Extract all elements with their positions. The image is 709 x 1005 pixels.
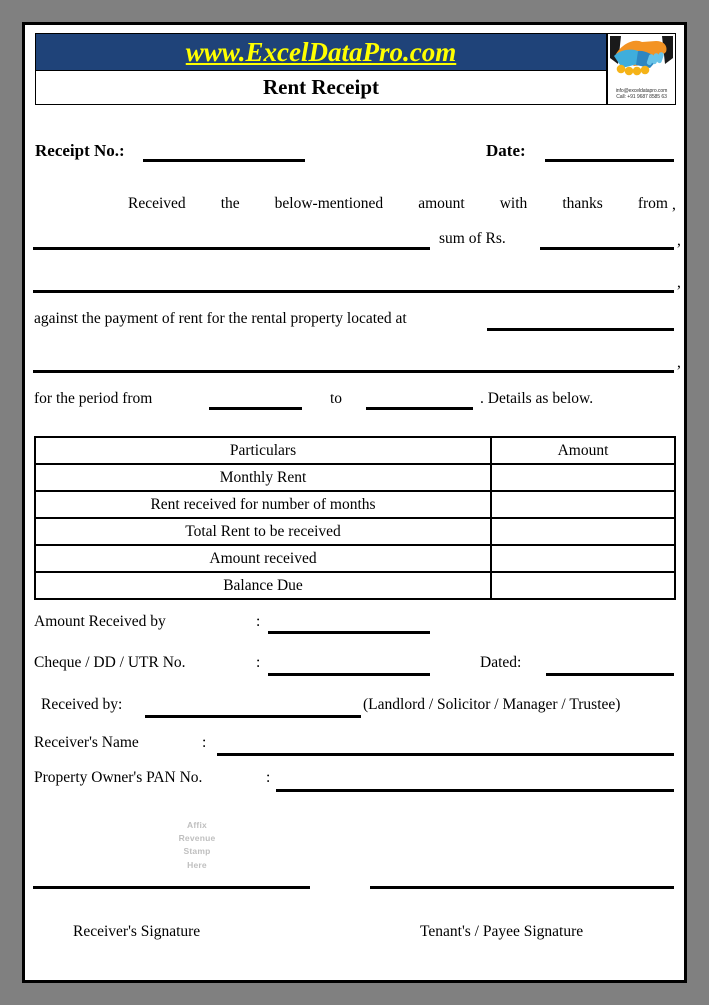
brand-banner	[35, 33, 607, 71]
period-to-label: to	[330, 390, 343, 407]
tenant-signature-label: Tenant's / Payee Signature	[420, 923, 584, 940]
body-line-1-trailing-comma: ,	[672, 196, 676, 213]
table-header-particulars: Particulars	[35, 437, 491, 464]
property-address-continued-rule[interactable]	[33, 370, 674, 373]
table-row	[35, 572, 675, 599]
body-word-thanks: thanks	[562, 195, 603, 212]
row-amount-total-rent[interactable]	[491, 518, 675, 545]
body-word-the: the	[220, 195, 240, 212]
date-label: Date:	[486, 141, 526, 160]
period-from-label: for the period from	[34, 390, 153, 407]
payer-name-input-rule[interactable]	[33, 247, 430, 250]
row-amount-monthly-rent[interactable]	[491, 464, 675, 491]
table-header-row	[35, 437, 675, 464]
details-as-below-text: . Details as below.	[480, 390, 594, 407]
pan-label: Property Owner's PAN No.	[34, 769, 203, 786]
tenant-signature-rule[interactable]	[370, 886, 674, 889]
receipt-no-label: Receipt No.:	[35, 141, 125, 160]
stamp-line-1: Affix	[187, 820, 207, 830]
particulars-table	[34, 436, 676, 600]
row-label-balance-due: Balance Due	[35, 572, 491, 599]
row-amount-amount-received[interactable]	[491, 545, 675, 572]
body-line-3-trailing-comma: ,	[677, 274, 681, 291]
cheque-label: Cheque / DD / UTR No.	[34, 654, 186, 671]
logo-email: info@exceldatapro.com	[615, 88, 668, 95]
row-label-monthly-rent: Monthly Rent	[35, 464, 491, 491]
document-header	[35, 33, 676, 105]
revenue-stamp-note	[147, 819, 247, 872]
receipt-no-input-rule[interactable]	[143, 159, 305, 162]
pan-colon: :	[266, 769, 271, 786]
body-word-received: Received	[128, 195, 186, 212]
body-word-from: from	[637, 195, 668, 212]
receiver-signature-label: Receiver's Signature	[73, 923, 201, 940]
receivers-name-input-rule[interactable]	[217, 753, 674, 756]
site-url-text[interactable]: www.ExcelDataPro.com	[185, 36, 457, 67]
table-row	[35, 464, 675, 491]
received-by-roles-text: (Landlord / Solicitor / Manager / Trustee)	[363, 696, 621, 713]
row-amount-rent-received-months[interactable]	[491, 491, 675, 518]
amount-received-by-label: Amount Received by	[34, 613, 166, 630]
row-label-rent-received-months: Rent received for number of months	[35, 491, 491, 518]
pan-input-rule[interactable]	[276, 789, 674, 792]
sum-of-rs-input-rule[interactable]	[540, 247, 674, 250]
body-word-below-mentioned: below-mentioned	[274, 195, 384, 212]
received-by-label: Received by:	[41, 696, 123, 713]
amount-received-by-colon: :	[256, 613, 261, 630]
table-row	[35, 491, 675, 518]
row-label-amount-received: Amount received	[35, 545, 491, 572]
date-input-rule[interactable]	[545, 159, 674, 162]
receipt-sheet	[25, 25, 684, 980]
receipt-page	[22, 22, 687, 983]
stamp-line-3: Stamp	[183, 846, 211, 857]
amount-received-by-input-rule[interactable]	[268, 631, 430, 634]
body-word-amount: amount	[418, 195, 465, 212]
received-by-input-rule[interactable]	[145, 715, 361, 718]
company-logo	[607, 33, 676, 105]
period-from-input-rule[interactable]	[209, 407, 302, 410]
property-location-label: against the payment of rent for the rental property located at	[34, 310, 407, 327]
table-row	[35, 518, 675, 545]
cheque-colon: :	[256, 654, 261, 671]
receivers-name-colon: :	[202, 734, 207, 751]
sum-of-rs-label: sum of Rs.	[439, 230, 506, 247]
logo-phone: Call: +91 9687 8585 63	[616, 94, 667, 101]
row-amount-balance-due[interactable]	[491, 572, 675, 599]
receiver-signature-rule[interactable]	[33, 886, 310, 889]
amount-words-input-rule[interactable]	[33, 290, 674, 293]
body-line-1	[128, 195, 668, 213]
receivers-name-label: Receiver's Name	[34, 734, 139, 751]
table-header-amount: Amount	[491, 437, 675, 464]
row-label-total-rent: Total Rent to be received	[35, 518, 491, 545]
body-line-2-trailing-comma: ,	[677, 232, 681, 249]
period-to-input-rule[interactable]	[366, 407, 473, 410]
body-word-with: with	[499, 195, 528, 212]
table-row	[35, 545, 675, 572]
dated-label: Dated:	[480, 654, 522, 671]
property-location-input-rule[interactable]	[487, 328, 674, 331]
stamp-line-4: Here	[187, 859, 207, 870]
logo-contact-info	[608, 89, 675, 101]
body-line-5-trailing-comma: ,	[677, 354, 681, 371]
cheque-input-rule[interactable]	[268, 673, 430, 676]
stamp-line-2: Revenue	[178, 833, 216, 844]
dated-input-rule[interactable]	[546, 673, 674, 676]
page-title: Rent Receipt	[262, 75, 380, 99]
handshake-icon	[608, 34, 675, 86]
document-title-row	[35, 71, 607, 105]
